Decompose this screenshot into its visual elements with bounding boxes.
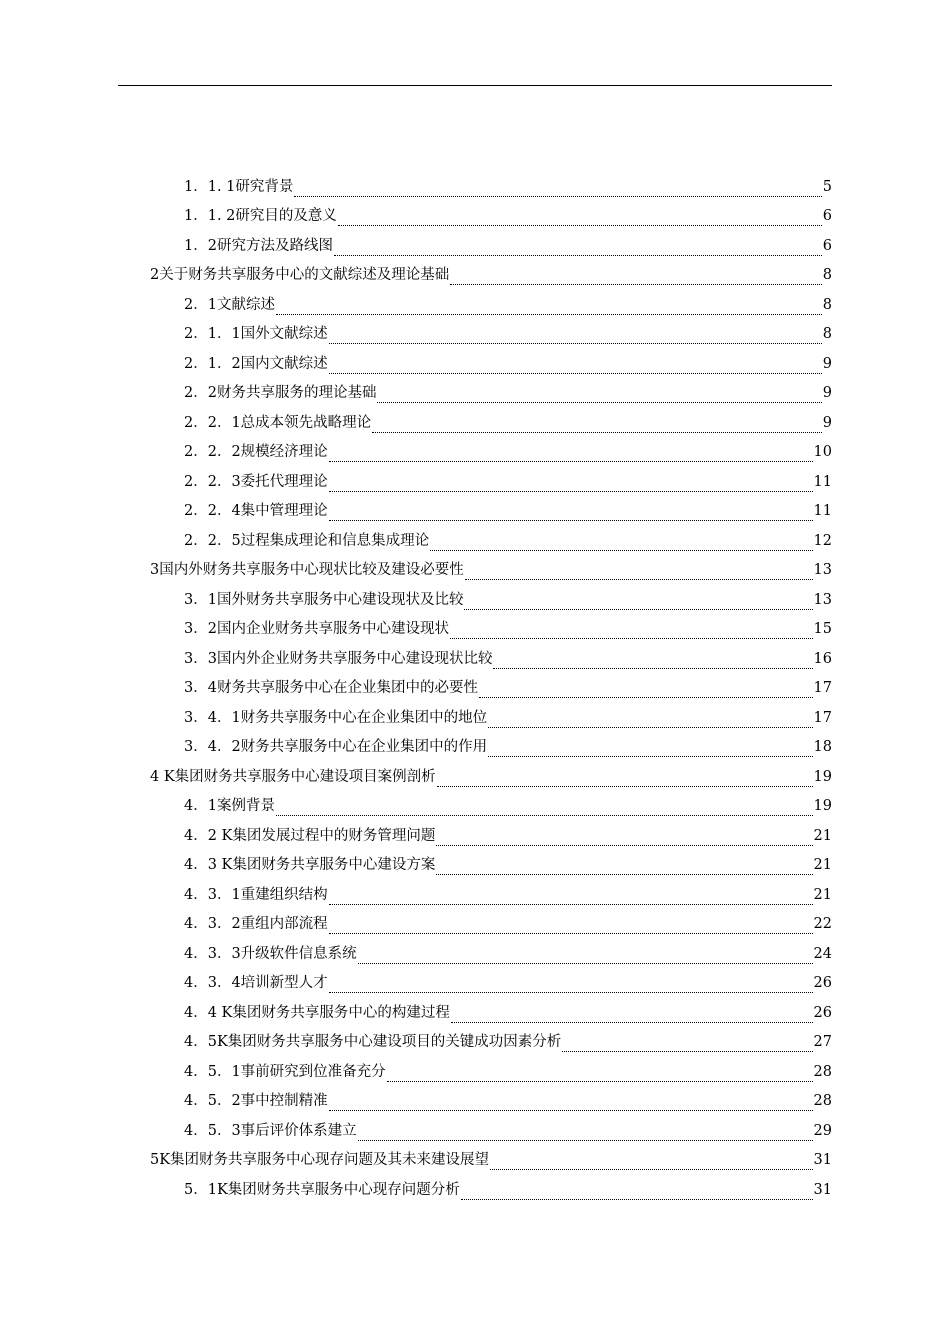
toc-entry-page-number: 28 <box>813 1093 832 1109</box>
toc-entry-title: 4．1案例背景 <box>184 798 275 814</box>
toc-entry[interactable] <box>184 639 832 669</box>
toc-leader-dots <box>490 1155 812 1170</box>
toc-entry-title: 2．1文献综述 <box>184 296 275 313</box>
toc-entry-page-number: 21 <box>813 827 832 844</box>
toc-entry-page-number: 28 <box>813 1063 832 1080</box>
toc-entry[interactable] <box>184 875 832 905</box>
toc-entry-title: 4．3．2重组内部流程 <box>184 916 328 932</box>
toc-entry-title: 3国内外财务共享服务中心现状比较及建设必要性 <box>150 562 464 578</box>
toc-leader-dots <box>465 565 813 580</box>
toc-entry[interactable] <box>150 1141 832 1171</box>
toc-entry[interactable] <box>184 344 832 374</box>
toc-entry-title: 4．3 K集团财务共享服务中心建设方案 <box>184 857 436 873</box>
toc-entry[interactable] <box>184 433 832 463</box>
toc-leader-dots <box>562 1037 812 1052</box>
toc-entry[interactable] <box>184 993 832 1023</box>
toc-entry-page-number: 5 <box>822 178 832 195</box>
toc-leader-dots <box>436 831 812 846</box>
toc-entry-page-number: 16 <box>813 650 832 667</box>
toc-entry-title: 4．2 K集团发展过程中的财务管理问题 <box>184 827 436 844</box>
toc-entry-title: 2．1．1国外文献综述 <box>184 326 328 342</box>
toc-entry[interactable] <box>184 816 832 846</box>
toc-entry[interactable] <box>184 521 832 551</box>
header-rule <box>118 85 832 86</box>
toc-entry-title: 3．4．1财务共享服务中心在企业集团中的地位 <box>184 709 488 726</box>
toc-leader-dots <box>358 949 813 964</box>
toc-entry-page-number: 10 <box>813 444 832 460</box>
toc-entry[interactable] <box>184 905 832 935</box>
toc-entry-page-number: 26 <box>813 975 832 991</box>
toc-entry-page-number: 27 <box>813 1034 832 1050</box>
toc-entry-page-number: 24 <box>813 945 832 962</box>
toc-entry-title: 4．5K集团财务共享服务中心建设项目的关键成功因素分析 <box>184 1034 562 1050</box>
toc-entry-title: 4．3．3升级软件信息系统 <box>184 945 357 962</box>
toc-leader-dots <box>437 772 813 787</box>
toc-entry-title: 4．5．3事后评价体系建立 <box>184 1122 357 1139</box>
toc-leader-dots <box>493 654 812 669</box>
toc-entry[interactable] <box>184 1023 832 1053</box>
toc-entry-title: 4．3．4培训新型人才 <box>184 975 328 991</box>
toc-entry-title: 2．2．5过程集成理论和信息集成理论 <box>184 532 430 549</box>
toc-entry[interactable] <box>184 964 832 994</box>
toc-leader-dots <box>450 270 822 285</box>
toc-entry[interactable] <box>184 462 832 492</box>
toc-entry-title: 3．3国内外企业财务共享服务中心建设现状比较 <box>184 650 493 667</box>
toc-entry-page-number: 26 <box>813 1004 832 1021</box>
toc-leader-dots <box>338 211 822 226</box>
toc-entry[interactable] <box>184 492 832 522</box>
toc-entry[interactable] <box>184 1111 832 1141</box>
toc-entry-title: 3．4财务共享服务中心在企业集团中的必要性 <box>184 680 478 696</box>
toc-entry-page-number: 31 <box>813 1181 832 1198</box>
toc-entry[interactable] <box>184 374 832 404</box>
toc-entry-page-number: 13 <box>813 562 832 578</box>
toc-leader-dots <box>372 418 822 433</box>
toc-entry-title: 4．4 K集团财务共享服务中心的构建过程 <box>184 1004 450 1021</box>
toc-entry[interactable] <box>150 757 832 787</box>
toc-leader-dots <box>329 447 813 462</box>
toc-entry[interactable] <box>184 167 832 197</box>
toc-entry[interactable] <box>184 226 832 256</box>
toc-entry-page-number: 8 <box>822 296 832 313</box>
toc-entry-title: 2．2财务共享服务的理论基础 <box>184 385 377 401</box>
toc-entry-title: 2．2．3委托代理理论 <box>184 473 328 490</box>
toc-entry[interactable] <box>184 610 832 640</box>
toc-entry[interactable] <box>184 669 832 699</box>
toc-entry-title: 4．5．1事前研究到位准备充分 <box>184 1063 386 1080</box>
toc-leader-dots <box>464 595 812 610</box>
toc-entry-page-number: 19 <box>813 768 832 785</box>
toc-leader-dots <box>334 241 822 256</box>
toc-leader-dots <box>329 919 813 934</box>
toc-entry-page-number: 17 <box>813 709 832 726</box>
toc-entry-title: 4 K集团财务共享服务中心建设项目案例剖析 <box>150 768 436 785</box>
toc-leader-dots <box>329 1096 813 1111</box>
toc-entry[interactable] <box>184 285 832 315</box>
toc-entry[interactable] <box>184 580 832 610</box>
toc-leader-dots <box>450 624 813 639</box>
toc-entry-title: 5K集团财务共享服务中心现存问题及其未来建设展望 <box>150 1152 490 1168</box>
toc-entry[interactable] <box>184 403 832 433</box>
toc-leader-dots <box>276 801 813 816</box>
toc-entry-page-number: 29 <box>813 1122 832 1139</box>
toc-entry-title: 3．1国外财务共享服务中心建设现状及比较 <box>184 591 464 608</box>
toc-leader-dots <box>329 506 813 521</box>
toc-entry-page-number: 11 <box>813 503 832 519</box>
toc-entry[interactable] <box>184 846 832 876</box>
toc-entry-page-number: 22 <box>813 916 832 932</box>
toc-leader-dots <box>488 713 812 728</box>
toc-leader-dots <box>479 683 813 698</box>
toc-entry-page-number: 31 <box>813 1152 832 1168</box>
toc-entry-page-number: 8 <box>822 267 832 283</box>
toc-leader-dots <box>461 1185 813 1200</box>
toc-leader-dots <box>451 1008 813 1023</box>
toc-leader-dots <box>329 477 813 492</box>
toc-entry-title: 4．3．1重建组织结构 <box>184 886 328 903</box>
toc-entry[interactable] <box>184 197 832 227</box>
toc-leader-dots <box>358 1126 813 1141</box>
toc-entry-title: 2．1．2国内文献综述 <box>184 355 328 372</box>
toc-entry-page-number: 21 <box>813 886 832 903</box>
toc-entry-page-number: 13 <box>813 591 832 608</box>
toc-entry-title: 4．5．2事中控制精准 <box>184 1093 328 1109</box>
toc-entry-title: 2．2．1总成本领先战略理论 <box>184 414 372 431</box>
toc-entry-page-number: 9 <box>822 355 832 372</box>
toc-entry[interactable] <box>184 698 832 728</box>
toc-entry-page-number: 8 <box>822 326 832 342</box>
toc-leader-dots <box>329 890 813 905</box>
toc-entry-page-number: 17 <box>813 680 832 696</box>
toc-entry-page-number: 21 <box>813 857 832 873</box>
toc-leader-dots <box>329 359 822 374</box>
toc-entry[interactable] <box>150 256 832 286</box>
toc-leader-dots <box>276 300 822 315</box>
toc-entry-title: 5．1K集团财务共享服务中心现存问题分析 <box>184 1181 460 1198</box>
toc-entry-page-number: 15 <box>813 621 832 637</box>
toc-entry-title: 3．4．2财务共享服务中心在企业集团中的作用 <box>184 739 488 755</box>
toc-entry[interactable] <box>184 787 832 817</box>
toc-entry-page-number: 6 <box>822 208 832 224</box>
toc-entry-title: 2．2．4集中管理理论 <box>184 503 328 519</box>
toc-entry-page-number: 6 <box>822 237 832 254</box>
toc-entry-title: 2．2．2规模经济理论 <box>184 444 328 460</box>
toc-entry-title: 2关于财务共享服务中心的文献综述及理论基础 <box>150 267 450 283</box>
toc-entry-page-number: 9 <box>822 385 832 401</box>
toc-entry[interactable] <box>184 1170 832 1200</box>
toc-leader-dots <box>329 329 822 344</box>
toc-entry[interactable] <box>184 1052 832 1082</box>
toc-leader-dots <box>436 860 812 875</box>
toc-leader-dots <box>387 1067 813 1082</box>
toc-entry-title: 1．2研究方法及路线图 <box>184 237 333 254</box>
toc-leader-dots <box>488 742 812 757</box>
toc-entry[interactable] <box>184 728 832 758</box>
toc-leader-dots <box>430 536 812 551</box>
toc-entry-page-number: 18 <box>813 739 832 755</box>
toc-entry[interactable] <box>184 1082 832 1112</box>
toc-entry-page-number: 19 <box>813 798 832 814</box>
toc-entry[interactable] <box>150 551 832 581</box>
toc-entry[interactable] <box>184 315 832 345</box>
toc-entry-title: 3．2国内企业财务共享服务中心建设现状 <box>184 621 449 637</box>
toc-entry-title: 1．1. 1研究背景 <box>184 178 294 195</box>
toc-leader-dots <box>294 182 821 197</box>
toc-entry-page-number: 11 <box>813 473 832 490</box>
toc-leader-dots <box>377 388 821 403</box>
toc-leader-dots <box>329 978 813 993</box>
toc-entry[interactable] <box>184 934 832 964</box>
toc-entry-title: 1．1. 2研究目的及意义 <box>184 208 337 224</box>
toc-entry-page-number: 9 <box>822 414 832 431</box>
toc-entry-page-number: 12 <box>813 532 832 549</box>
